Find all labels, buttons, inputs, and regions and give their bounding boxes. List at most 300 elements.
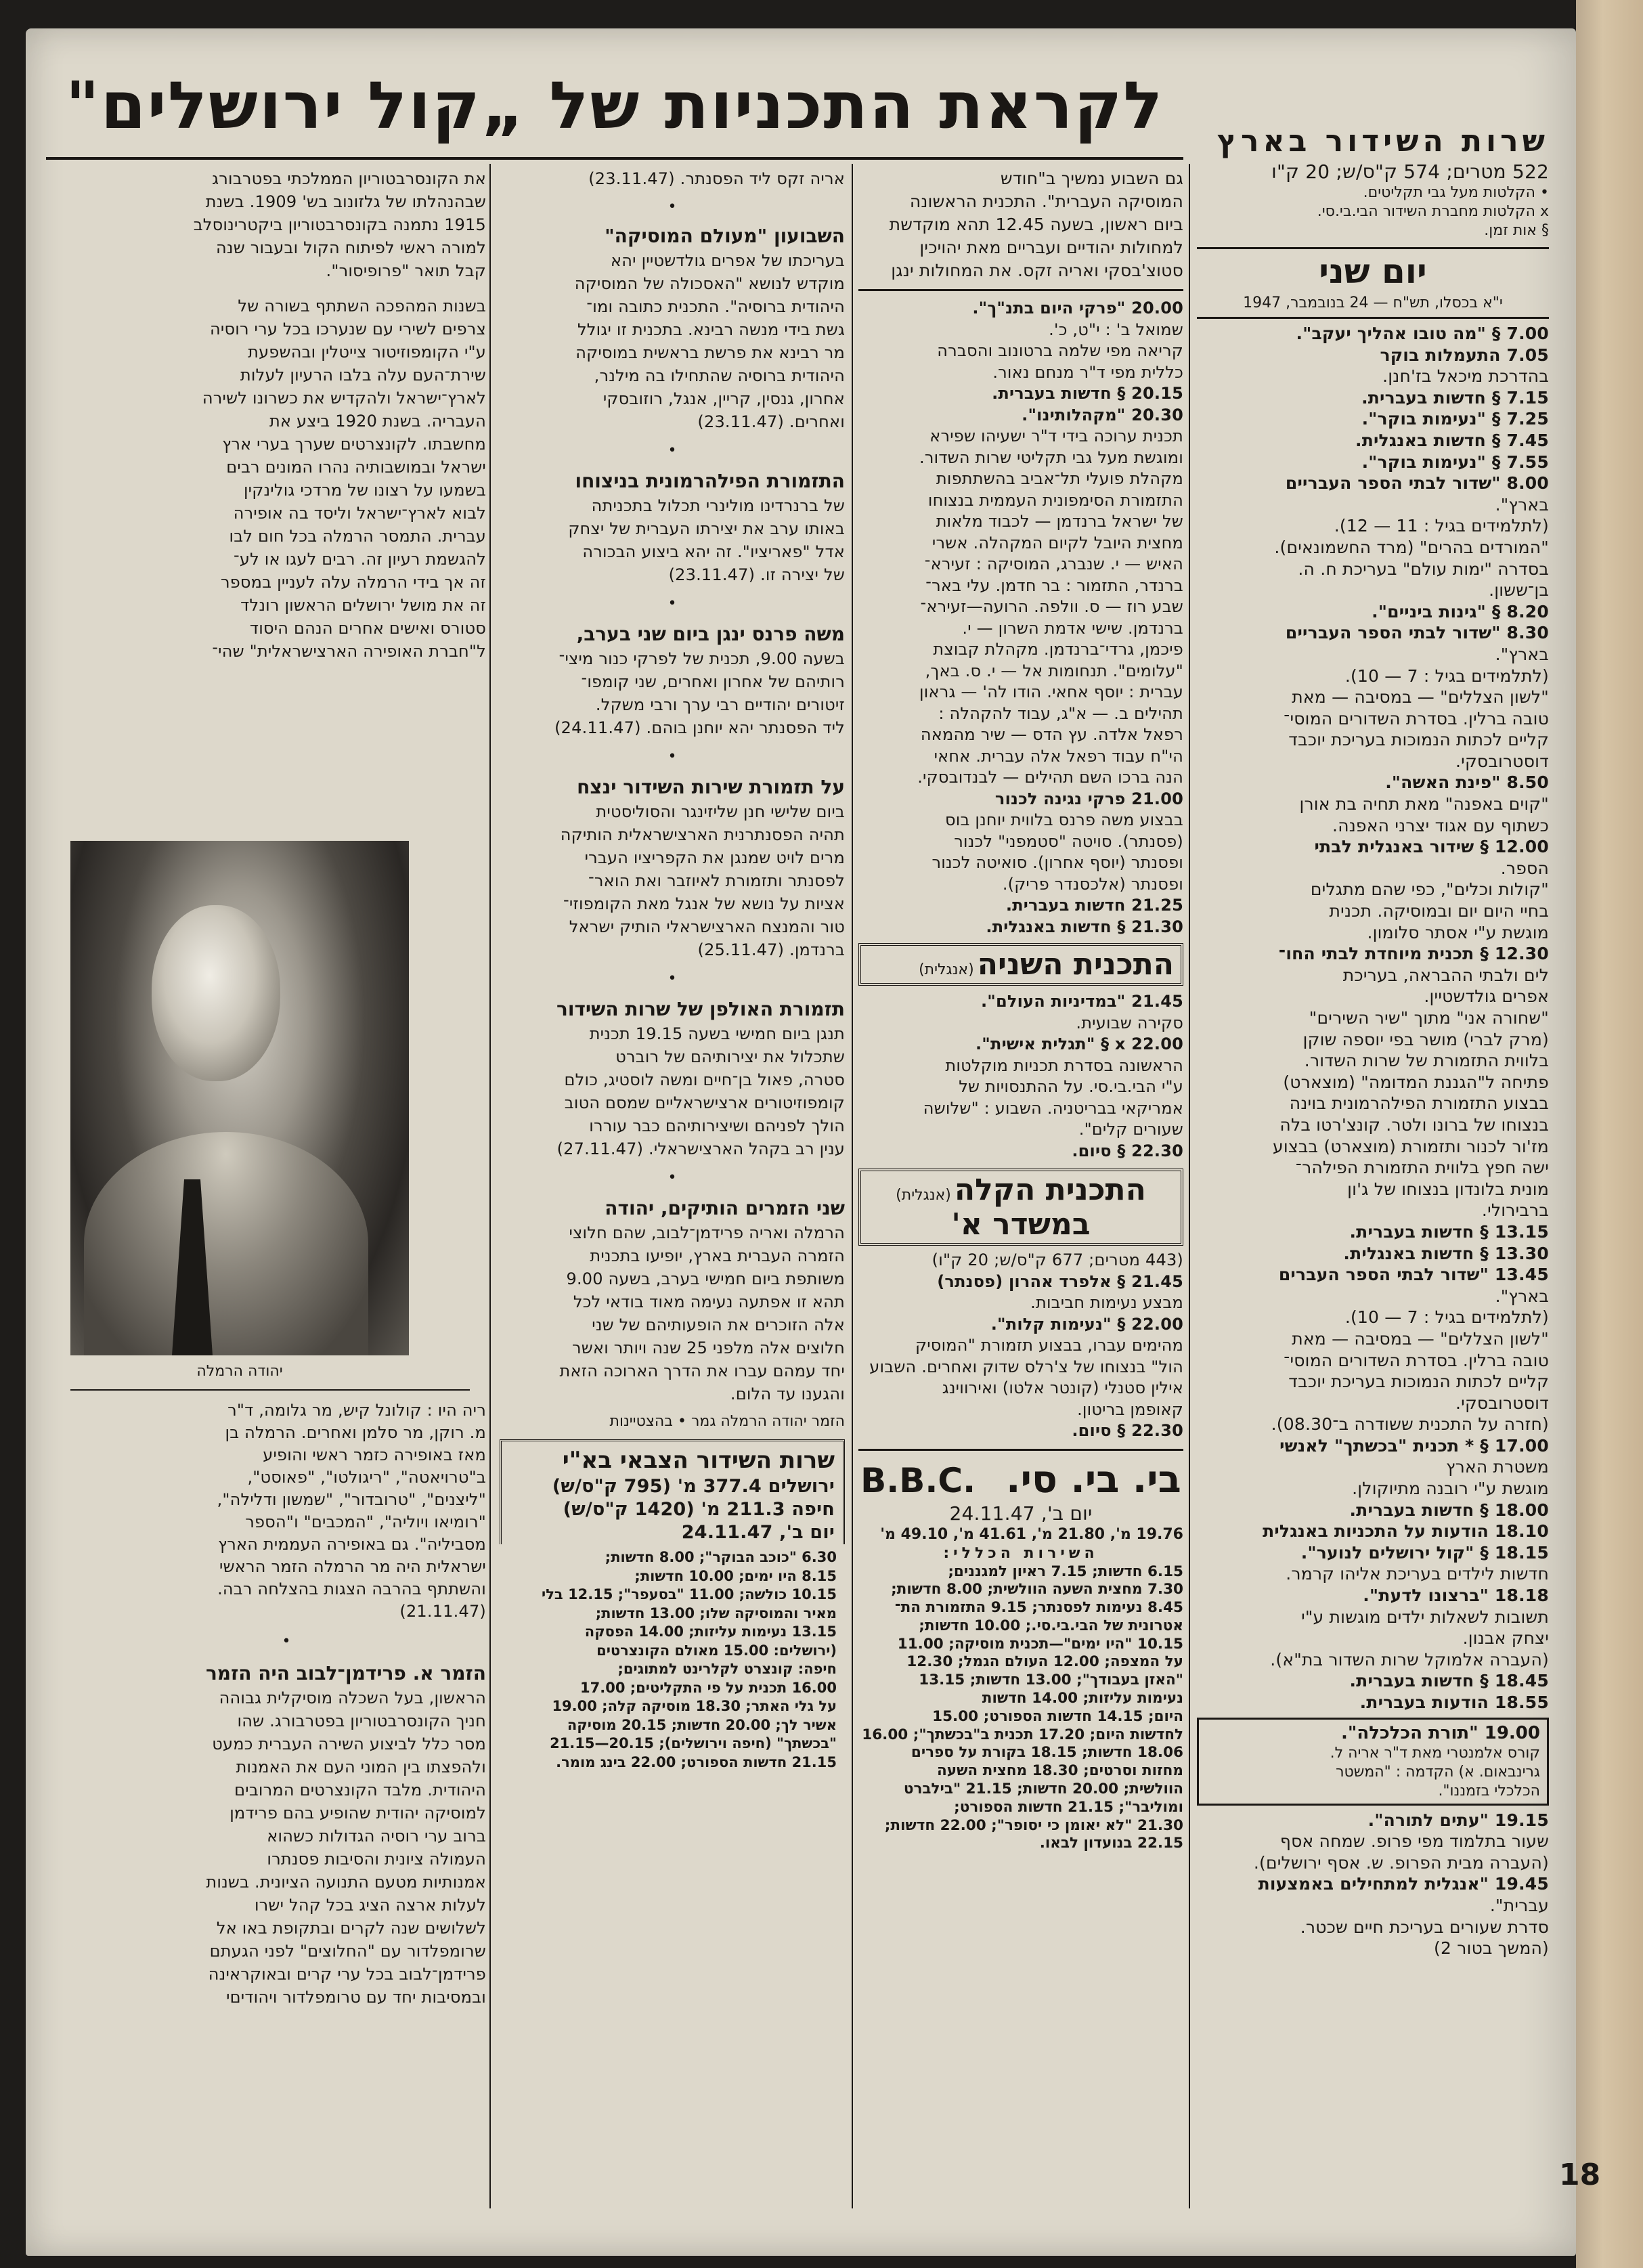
column-music-month <box>858 167 1183 1853</box>
schedule-line: (מרק לברי) מושר בפי יוספה שוקן <box>1302 1029 1549 1049</box>
text-line: לפסנתר ותזמורת לאיוזבר ואת הואר־ <box>588 871 845 890</box>
schedule-line: כשתוף עם אגוד יצרני האפנה. <box>1332 815 1549 835</box>
military-line: 21.15 חדשות הספורט; 22.00 בינג מומר. <box>556 1753 837 1770</box>
schedule-line: "שחורה אני" מתוך "שיר השירים" <box>1309 1008 1549 1028</box>
text-line: תנגן ביום חמישי בשעה 19.15 תכנית <box>589 1024 845 1043</box>
bbc-header <box>858 1458 1183 1502</box>
text-line: להגשמת רעיון זה. רבים לעגו או לע־ <box>233 550 486 569</box>
bbc-rule <box>858 1449 1183 1451</box>
schedule-line: בארץ". <box>1495 494 1549 515</box>
lecture-line: גרינבאום. א) הקדמה : "המשטר <box>1336 1763 1540 1781</box>
schedule-line: 20.15 § חדשות בעברית. <box>992 384 1183 403</box>
evening-schedule <box>858 298 1183 938</box>
text-line: "ליצנים", "טרובדור", "שמשון ודלילה", <box>217 1490 486 1509</box>
bbc-line: 22.15 בנועדון לבאו. <box>1039 1835 1183 1852</box>
legend-bbc: x הקלטות מחברת השידור הבי.בי.סי. <box>1317 203 1549 220</box>
separator-dot: • <box>667 595 677 612</box>
bbc-line: 7.30 מחצית השעה הוולשית; 8.00 חדשות; <box>891 1581 1183 1598</box>
bbc-line: נעימות עליזות; 14.00 חדשות <box>982 1690 1183 1707</box>
bbc-line: 21.30 "לא יאומן כי יסופר"; 22.00 חדשות; <box>884 1816 1183 1834</box>
schedule-line: 18.00 § חדשות בעברית. <box>1349 1500 1549 1520</box>
schedule-line: 18.10 הודעות על התכניות באנגלית <box>1263 1521 1549 1542</box>
schedule-line: מקהלת פועלי תל־אביב בהשתתפות <box>936 469 1183 488</box>
schedule-end-list <box>1197 1810 1549 1959</box>
day-date: י"א בכסלו, תש"ח — 24 בנובמבר, 1947 <box>1243 295 1503 311</box>
schedule-line: 20.30 "מקהלותינו". <box>1022 405 1183 424</box>
schedule-line: בנצוחו של ברונו ולטר. קונצ'רטו בלה <box>1279 1114 1549 1135</box>
schedule-line: 7.15 § חדשות בעברית. <box>1361 387 1549 408</box>
bbc-line: אטרונית של הבי.בי.סי.; 10.00 חדשות; <box>919 1617 1183 1634</box>
schedule-line: 18.15 § "קול ירושלים לנוער". <box>1300 1542 1549 1563</box>
bbc-schedule <box>858 1563 1183 1854</box>
text-line: היהודית ברוסיה". התכנית כתובה ומו־ <box>586 297 845 316</box>
text-line: אדל "פאריציו". זה יהא ביצוע הבכורה <box>582 542 845 561</box>
schedule-line: שעורים קלים". <box>1078 1120 1183 1139</box>
schedule-line: (לתלמידים בגיל : 7 — 10). <box>1344 1307 1549 1328</box>
schedule-line: "עלומים". תנחומות אל — י. ס. באך, <box>925 661 1183 680</box>
book-edge <box>1576 0 1643 2268</box>
separator-dot: • <box>667 748 677 765</box>
military-line: "בכשתך" (חיפה וירושלים); 20.15—21.15 <box>550 1735 837 1751</box>
schedule-line: בהדרכת מיכאל בז'חנן. <box>1382 366 1549 387</box>
text-line: אלה הזוכרים את הופעותיהם של שני <box>592 1315 845 1334</box>
text-line: העבריה. בשנת 1920 ביצע את <box>269 412 486 431</box>
military-line: אשיר לך; 20.00 חדשות; 20.15 מוסיקה <box>567 1716 837 1733</box>
schedule-line: מהימים עברו, בבצוע תזמורת "המוסיק <box>915 1336 1183 1355</box>
friedman-title: הזמר א. פרידמן־לבוב היה הזמר <box>205 1662 486 1684</box>
military-line: 8.15 היו ימים; 10.00 חדשות; <box>634 1567 837 1584</box>
schedule-line: האיש — י. שנברג, המוסיקה : זעירא־ <box>924 554 1183 573</box>
schedule-line: מז'ור לכנור ותזמורת (מוצארט) בבצוע <box>1273 1136 1549 1156</box>
schedule-line: עברית : יוסף אחאי. הודו לה' — גראון <box>919 682 1183 701</box>
bbc-line: על המצפה; 12.00 העולם הגמל; 12.30 <box>906 1653 1183 1671</box>
biography-revolution <box>87 295 486 663</box>
column-biography <box>87 167 486 663</box>
text-line: פרידמן־לבוב בכל ערי קרים ובאוקראינה <box>208 1965 486 1984</box>
text-line: גם השבוע נמשיך ב"חודש <box>1000 169 1183 188</box>
text-line: לעלות ארצה הציג בכל קהל ישרו <box>254 1896 486 1915</box>
schedule-list <box>1197 323 1549 1714</box>
text-line: הרמלה ואריה פרידמן־לבוב, שהם חלוצי <box>569 1223 845 1242</box>
military-title: שרות השידור הצבאי בא"י <box>562 1447 835 1474</box>
music-world-text <box>500 249 845 433</box>
text-line: שתכלול את יצירותיהם של רוברט <box>615 1047 845 1066</box>
newspaper-page <box>26 28 1601 2256</box>
text-line: (21.11.47) <box>399 1602 486 1621</box>
schedule-line: רפאל אלדה. עץ הדס — שיר מהמאה <box>920 725 1183 744</box>
bbc-line: ומוליבר"; 21.15 חדשות הספורט; <box>954 1798 1183 1816</box>
friedman-text <box>87 1686 486 2009</box>
col2-rule <box>858 289 1183 291</box>
text-line: סטוצ'בסקי ואריה זקס. את המחולות ינגן <box>891 261 1183 280</box>
text-line: ביום ראשון, בשעה 12.45 תהא מוקדשת <box>889 215 1183 234</box>
separator-dot: • <box>667 970 677 987</box>
bbc-line: 10.15 "היו ימים"—תכנית מוסיקה; 11.00 <box>897 1635 1183 1653</box>
philharmonic-text <box>500 494 845 586</box>
schedule-line: תהילים ב. — א"ג, עבוד להקהלה : <box>938 703 1183 723</box>
text-line: שבהנהלתו של גלזונוב בש' 1909. בשנת <box>205 192 486 211</box>
page-headline: לקראת התכניות של „קול ירושלים" <box>65 68 1164 144</box>
text-line: מחשבתו. לקונצרטים שערך בערי ארץ <box>222 435 486 454</box>
text-line: לשלושים שנה לקרים ובתקופת באו אל <box>216 1919 486 1938</box>
schedule-line: 8.50 "פינת האשה". <box>1385 772 1549 793</box>
military-line: ירושלים 377.4 מ' (795 ק"ס/ש) <box>552 1476 835 1497</box>
schedule-line: מוגשת ע"י אסתר סלומון. <box>1367 922 1549 942</box>
service-frequency: 522 מטרים; 574 ק"ס/ש; 20 ק"ו <box>1271 160 1549 183</box>
military-frequencies <box>510 1475 835 1544</box>
light-program-title: התכנית הקלה <box>954 1173 1146 1207</box>
schedule-line: בארץ". <box>1495 1286 1549 1306</box>
photo-credit: הזמר יהודה הרמלה גמר • בהצטיינות <box>609 1413 845 1430</box>
singers-text <box>500 1221 845 1405</box>
text-line: העמולה ציונית והסיבות פסנתרו <box>267 1850 486 1869</box>
text-line: באותו ערב את יצירתו העברית של יצחק <box>568 519 845 538</box>
bbc-day: יום ב', 24.11.47 <box>949 1502 1093 1525</box>
text-line: מוקדש לנושא "האסכולה של המוסיקה <box>574 274 845 293</box>
schedule-line: ע"י הבי.בי.סי. על ההתנסויות של <box>959 1077 1183 1096</box>
text-line: בשעה 9.00, תכנית של לפרקי כנור מיצי־ <box>558 649 845 668</box>
portrait-suit <box>84 1132 368 1355</box>
legend-records: • הקלטות מעל גבי תקליטים. <box>1363 184 1549 201</box>
schedule-line: ופסנתר (אלכסנדר פריק). <box>1002 874 1183 894</box>
bbc-service: השירות הכללי: <box>943 1544 1099 1562</box>
column-divider <box>852 164 853 2208</box>
schedule-line: מבצע נעימות חביבות. <box>1030 1293 1183 1312</box>
schedule-line: קאופמן בריטון. <box>1077 1399 1183 1419</box>
separator-dot: • <box>282 1633 291 1650</box>
text-line: ב"טרויאטה", "ריגולטו", "פאוסט", <box>247 1468 486 1487</box>
schedule-line: פיכמן, גרדי־ברנדמן. מקהלת קבוצת <box>933 640 1183 659</box>
schedule-line: 7.55 § "נעימות בוקר". <box>1361 452 1549 472</box>
schedule-line: טובה ברלין. בסדרת השדורים המוסי־ <box>1284 1350 1549 1370</box>
text-line: למחולות יהודיים ועבריים מאת יהויכין <box>919 238 1183 257</box>
schedule-line: הול" בנצוחו של צ'רלס שדוק ואחרים. השבוע <box>869 1357 1183 1376</box>
text-line: ברוב ערי רוסיה הגדולות כשהוא <box>267 1827 486 1846</box>
schedule-line: שמואל ב' : י"ט, כ'. <box>1049 320 1183 339</box>
schedule-line: ישה חפץ בלווית התזמורת הפילהר־ <box>1295 1158 1549 1178</box>
schedule-line: ומוגשת מעל גבי תקליטי שרות השדור. <box>919 448 1183 467</box>
schedule-line: 8.20 § "גינות ביניים". <box>1372 601 1549 621</box>
schedule-line: שבע רוז — ס. וולפה. הרועה—זעירא־ <box>920 597 1183 616</box>
text-line: טור והמנצח הארצישראלי הותיק ישראל <box>569 917 845 936</box>
text-line: ביום שלישי חנן שליזינגר והסוליסטית <box>596 802 845 821</box>
schedule-line: 7.45 § חדשות באנגלית. <box>1355 430 1549 450</box>
schedule-line: תכנית ערוכה בידי ד"ר ישעיהו שפירא <box>929 427 1183 445</box>
text-line: שירת־העם עלה בלבו הרעיון לעלות <box>240 366 486 385</box>
lecture-line: קורס אלמנטרי מאת ד"ר אריה ל. <box>1330 1744 1540 1762</box>
text-line: בעריכתו של אפרים גולדשטיין יהא <box>611 251 845 270</box>
schedule-line: 13.15 § חדשות בעברית. <box>1349 1221 1549 1242</box>
schedule-line: אילין סטנלי (קונטר אלטו) ואירווינג <box>942 1378 1183 1397</box>
light-program-language: (אנגלית) <box>896 1187 951 1204</box>
caption-rule <box>70 1389 470 1391</box>
light-program-subtitle: במשדר א' <box>951 1207 1091 1242</box>
schedule-line: 7.25 § "נעימות בוקר". <box>1361 409 1549 429</box>
text-line: ובמסיבות יחד עם טרומפלדור ויהודיםי <box>226 1988 486 2007</box>
text-line: המוסיקה העברית". התכנית הראשונה <box>909 192 1183 211</box>
schedule-line: "לשון הצללים" — במסיבה — מאת <box>1292 687 1549 707</box>
schedule-line: 18.55 הודעות בעברית. <box>1359 1693 1549 1712</box>
column-divider <box>489 164 491 2208</box>
text-line: מ. רוקן, מר סלמן ואחרים. הרמלה בן <box>225 1423 486 1442</box>
schedule-line: 8.30 "שדור לבתי הספר העבריים <box>1285 623 1549 643</box>
schedule-line: משטרת הארץ <box>1445 1457 1549 1477</box>
text-line: זה אך בידי הרמלה עלה לעניין במספר <box>220 573 486 592</box>
ulpan-title: תזמורת האולפן של שרות השידור <box>556 998 845 1020</box>
lecture-title: 19.00 "תורת הכלכלה". <box>1340 1722 1540 1743</box>
pernes-title: משה פרנס ינגן ביום שני בערב, <box>576 623 845 645</box>
schedule-line: ופסנתר (יוסף אחרון). סואיטה לכנור <box>932 853 1183 872</box>
day-title: יום שני <box>1319 252 1427 291</box>
text-line: ברנדמן. (25.11.47) <box>697 940 845 959</box>
separator-dot: • <box>667 198 677 215</box>
bbc-line: "האזן בעבודך"; 13.00 חדשות; 13.15 <box>919 1672 1183 1689</box>
schedule-line: "קולות וכלים", כפי שהם מתגלים <box>1310 879 1549 900</box>
photo-caption: יהודה הרמלה <box>196 1363 283 1380</box>
text-line: את הקונסרבטוריון הממלכתי בפטרבורג <box>212 169 486 188</box>
schedule-line: הראשונה בסדרת תכניות מוקלטות <box>945 1055 1183 1075</box>
military-line: יום ב', 24.11.47 <box>681 1522 835 1543</box>
biography-opera <box>87 1399 486 1623</box>
schedule-line: (443 מטרים; 677 ק"ס/ש; 20 ק"ו) <box>932 1250 1183 1269</box>
text-line: ישראל ובמושבותיה נהרו המונים רבים <box>226 458 486 477</box>
text-line: ל"חברת האופירה הארצישראלית" שהי־ <box>212 642 486 661</box>
schedule-line: מונית בלונדון בנצוחו של ג'ון <box>1347 1179 1549 1199</box>
schedule-line: ברנדר, התזמור : בר חדמן. עלי באר־ <box>925 575 1183 595</box>
schedule-line: שעור בתלמוד מפי פרופ. שמחה אסף <box>1279 1831 1549 1852</box>
schedule-line: 21.45 "במדיניות העולם". <box>980 992 1183 1011</box>
text-line: אציות על נושא של אנגל מאת הקומפוזי־ <box>563 894 845 913</box>
schedule-line: עברית". <box>1489 1895 1549 1915</box>
text-line: לארץ־ישראל ולהקדיש את כשרונו לשירה <box>202 389 486 408</box>
schedule-line: דוסטרובסקי. <box>1455 1393 1549 1413</box>
military-line: (ירושלים: 15.00 מאולם הקונצרטים <box>596 1642 837 1659</box>
column-biography-cont <box>87 1399 486 2009</box>
schedule-line: תשובות לשאלות ילדים מוגשות ע"י <box>1301 1607 1549 1627</box>
second-program-title: התכנית השניה <box>977 947 1174 982</box>
column-schedule <box>1197 123 1549 1959</box>
column-features <box>500 167 845 1772</box>
military-line: 10.15 כולשה; 11.00 "בסעפר"; 12.15 בלי <box>542 1586 837 1602</box>
schedule-line: של ישראל ברנדמן — לכבוד מלאות <box>936 512 1183 531</box>
schedule-line: חדשות לילדים בעריכת אליהו קרמר. <box>1286 1564 1549 1584</box>
text-line: חניך הקונסרבטוריון בפטרבורג. שהו <box>237 1711 486 1730</box>
separator-dot: • <box>667 442 677 459</box>
schedule-line: 7.05 התעמלות בוקר <box>1380 345 1549 365</box>
text-line: צרפים לשירי עם שנערכו בכל ערי רוסיה <box>210 320 486 339</box>
text-line: של ברנרדינו מולינרי תכלול בתכניתה <box>591 496 845 515</box>
schedule-line: סדרת שעורים בעריכת חיים שכטר. <box>1300 1917 1549 1937</box>
pernes-text <box>500 647 845 739</box>
text-line: זיטורים יהודיים רבי ערך ורבי משקל. <box>595 695 845 714</box>
text-line: עברית. התמסר הרמלה בכל חום לבו <box>229 527 486 546</box>
text-line: ולהפצתו בין המוני העם את האמנות <box>236 1758 486 1776</box>
schedule-line: ברבירולי. <box>1481 1200 1549 1221</box>
military-line: 13.15 נעימות עליזות; 14.00 הפסקה <box>584 1623 837 1640</box>
biography-intro <box>87 167 486 282</box>
schedule-line: קריאה מפי שלמה ברטונוב והסברה <box>937 341 1183 360</box>
text-line: והגענו עד הלום. <box>730 1384 845 1403</box>
schedule-line: מחצית היובל לקיום המקהלה. אשרי <box>932 533 1183 552</box>
lecture-line: הכלכלי בזמננו". <box>1438 1782 1540 1800</box>
bbc-line: הוולשית; 20.00 חדשות; 21.15 "בילברט <box>903 1781 1183 1798</box>
light-program-box <box>858 1169 1183 1246</box>
schedule-line: סקירה שבועית. <box>1076 1013 1183 1032</box>
text-line: 1915 נתמנה בקונסרבטוריון ביקטרינוסלב <box>193 215 486 234</box>
text-line: למוסיקה יהודית שהופיע בהם פרידמן <box>229 1804 486 1823</box>
text-line: מר רבינא את פרשת בראשית במוסיקה <box>575 343 845 362</box>
text-line: ואחרים. (23.11.47) <box>697 412 845 431</box>
orchestra-title: על תזמורת שירות השידור ינצח <box>577 776 845 798</box>
schedule-line: "קוים באפנה" מאת תחיה בת אורן <box>1299 794 1549 814</box>
schedule-line: קליים לכתות הנמוכות בעריכת יוכבד <box>1288 1372 1549 1392</box>
lecture-box <box>1197 1718 1549 1806</box>
schedule-line: 22.30 § סיום. <box>1072 1421 1183 1440</box>
page-number: 18 <box>1559 2158 1601 2192</box>
day-rule-bottom <box>1197 317 1549 319</box>
schedule-line: 22.00 § "נעימות קלות". <box>990 1314 1183 1334</box>
schedule-line: 17.00 § * תכנית "בכשתך" לאנשי <box>1279 1435 1549 1456</box>
text-line: קבל תואר "פרופיסור". <box>326 261 486 280</box>
bbc-title: בי. בי. סי. <box>1006 1457 1181 1502</box>
text-line: ריה היו : קולונל קיש, מר גלומה, ד"ר <box>227 1401 486 1420</box>
schedule-line: (פסנתר). סויטה "סטמפני" לכנור <box>954 831 1183 851</box>
schedule-line: בן־ששון. <box>1489 580 1549 601</box>
schedule-line: התזמורת הסימפונית העממית בנצוחו <box>927 490 1183 510</box>
text-line: חלוצים אלה מלפני 25 שנה ויותר ואשר <box>572 1338 845 1357</box>
schedule-line: הספר. <box>1500 858 1549 878</box>
schedule-line: 18.45 § חדשות בעברית. <box>1349 1671 1549 1691</box>
second-program-schedule <box>858 991 1183 1162</box>
schedule-line: (העברה אלמוקל שרות השדור בת"א). <box>1270 1649 1549 1670</box>
text-line: תהיה הפסנתרנית הארצישראלית הותיקה <box>560 825 845 844</box>
text-line: של יצירה זו. (23.11.47) <box>668 565 845 584</box>
schedule-line: 20.00 "פרקי היום בתנ"ך". <box>972 299 1183 318</box>
schedule-line: 12.00 § שידור באנגלית לבתי <box>1314 837 1549 857</box>
legend-time-signal: § אות זמן. <box>1484 222 1549 239</box>
text-line: "רומיאו ויוליה", "המכבים" ו"הספר <box>245 1512 486 1531</box>
military-line: חיפה: קונצרט לקלרינט למתוגים; <box>617 1661 837 1677</box>
schedule-line: בסדרה "ימות עולם" בעריכת ח. ה. <box>1298 559 1549 579</box>
text-line: היהודית. מלבד הקונצרטים המרובים <box>234 1781 486 1800</box>
text-line: גשת בידי מנשה רבינא. בתכנית זו יגולל <box>577 320 845 339</box>
military-line: מאיר והמוסיקה שלו; 13.00 חדשות; <box>595 1605 837 1621</box>
text-line: למורה ראשי לפיתוח הקול ובעבור שנה <box>216 238 486 257</box>
bbc-line: מחזות וסרטים; 18.30 מחצית השעה <box>937 1762 1183 1780</box>
schedule-line: "לשון הצללים" — במסיבה — מאת <box>1292 1328 1549 1349</box>
schedule-line: יצחק אבנון. <box>1462 1628 1549 1649</box>
schedule-line: 12.30 § תכנית מיוחדת לבתי החו־ <box>1278 944 1549 964</box>
schedule-line: הנה ברכו השם תהילים — לבנדובסקי. <box>917 768 1183 787</box>
bbc-line: 18.06 חדשות; 18.15 בקורת על ספרים <box>911 1744 1183 1762</box>
text-line: קומפוזיטורים ארצישראליים שמסם הטוב <box>564 1093 845 1112</box>
text-line: הראשון, בעל השכלה מוסיקלית גבוהה <box>219 1688 486 1707</box>
text-line: תהא זו אפתעה נעימה מאוד בודאי לכל <box>573 1292 845 1311</box>
ulpan-text <box>500 1022 845 1160</box>
schedule-line: (לתלמידים בגיל : 7 — 10). <box>1344 666 1549 686</box>
bbc-line: 6.15 חדשות; 7.15 ראיון למגננים; <box>948 1563 1183 1580</box>
schedule-line: בחיי היום יום ובמוסיקה. תכנית <box>1329 901 1549 921</box>
schedule-line: 13.30 § חדשות באנגלית. <box>1343 1243 1549 1263</box>
philharmonic-title: התזמורת הפילהרמונית בניצוחו <box>575 470 845 492</box>
schedule-line: בבצוע התזמורת הפילהרמונית בוינה <box>1289 1093 1549 1114</box>
schedule-line: אמריקאי בבריטניה. השבוע : "שלושה <box>923 1098 1183 1118</box>
schedule-line: "המורדים בהרים" (מרד החשמונאים). <box>1274 537 1549 557</box>
military-line: 16.00 תכנית על פי התקליטים; 17.00 <box>580 1679 837 1696</box>
schedule-line: פתיחה ל"הגננת המדומה" (מוצארט) <box>1283 1072 1549 1092</box>
portrait-head <box>152 905 280 1081</box>
text-line: זה את מושל ירושלים הראשון רונלד <box>240 596 486 615</box>
column-divider <box>1189 164 1190 2208</box>
military-line: 6.30 "כוכב הבוקר"; 8.00 חדשות; <box>605 1549 837 1565</box>
text-line: רותיהם של אחרון ואחרים, שני קומפו־ <box>581 672 845 691</box>
schedule-line: 19.15 "עתים לתורה". <box>1367 1810 1549 1830</box>
text-line: היהודית ברוסיה שהתחילו בה מילנר, <box>594 366 845 385</box>
portrait-photo <box>70 841 409 1355</box>
schedule-line: לים ולבתי ההבראה, בעריכת <box>1342 965 1549 985</box>
text-line: מאז באופירה כזמר ראשי והופיע <box>263 1445 486 1464</box>
schedule-line: (העברה מבית הפרופ. ש. אסף ירושלים). <box>1253 1852 1549 1873</box>
music-month-intro <box>858 167 1183 282</box>
second-program-language: (אנגלית) <box>919 961 974 978</box>
schedule-line: 8.00 "שדור לבתי הספר העבריים <box>1285 473 1549 494</box>
schedule-line: 21.25 חדשות בעברית. <box>1005 896 1183 915</box>
second-program-box <box>858 943 1183 986</box>
bbc-line: היום; 14.15 חדשות הספורט; 15.00 <box>932 1707 1183 1725</box>
text-line: ישראלית היה מר הרמלה הזמר הראשי <box>219 1557 486 1576</box>
schedule-line: בבצוע משה פרנס בלווית יוחנן בוס <box>944 810 1183 829</box>
schedule-line: (חזרה על התכנית ששודרה ב־08.30). <box>1271 1414 1549 1435</box>
bbc-line: 8.45 נעימות לפסנתר; 9.15 התזמורת הת־ <box>894 1599 1183 1617</box>
schedule-line: טובה ברלין. בסדרת השדורים המוסי־ <box>1284 708 1549 728</box>
schedule-line: (המשך בטור 2) <box>1434 1938 1549 1959</box>
orchestra-text <box>500 800 845 961</box>
music-world-title: השבועון "מעולם המוסיקה" <box>605 225 845 247</box>
feature-sig: אריה זקס ליד הפסנתר. (23.11.47) <box>588 169 845 188</box>
bbc-frequencies: 19.76 מ', 21.80 מ', 41.61 מ', 49.10 מ' <box>880 1525 1183 1543</box>
schedule-line: 21.00 פרקי נגינה לכנור <box>994 789 1183 808</box>
bbc-title-latin: B.B.C. <box>860 1460 976 1500</box>
text-line: משותפת ביום חמישי בערב, בשעה 9.00 <box>566 1269 845 1288</box>
separator-dot: • <box>667 1169 677 1186</box>
service-title: שרות השידור בארץ <box>1217 124 1549 158</box>
text-line: מסר כלל לביצוע השירה העברית כמעט <box>212 1735 486 1753</box>
text-line: ענין רב בקהל הארצישראלי. (27.11.47) <box>556 1139 845 1158</box>
schedule-line: מוגשת ע"י רובנה מתיוקולן. <box>1352 1479 1549 1499</box>
light-program-schedule <box>858 1250 1183 1442</box>
text-line: אמנותיות מטעם התנועה הציונית. בשנות <box>206 1873 486 1892</box>
schedule-line: 13.45 "שדור לבתי הספר העברים <box>1278 1265 1549 1285</box>
schedule-line: בלווית התזמורת של שרות השדור. <box>1304 1051 1549 1071</box>
schedule-line: (לתלמידים בגיל : 11 — 12). <box>1334 516 1549 536</box>
schedule-line: 19.45 "אנגלית למתחילים באמצעות <box>1258 1874 1549 1894</box>
text-line: בשמעו על רצונו של מרדכי גולינקין <box>243 481 486 500</box>
text-line: שרומפלדור עם "החלוצים" לפני הגעתם <box>209 1942 486 1961</box>
schedule-line: 18.18 "ברצונו לדעת". <box>1363 1586 1549 1606</box>
schedule-line: הי"ח עבוד רפאל אלה עברית. אחאי <box>934 746 1183 766</box>
text-line: מרים לויט שמנגן את הקפריציו העברי <box>584 848 845 867</box>
text-line: אחרון, גנסין, קריין, אנגל, רוזובסקי <box>603 389 845 408</box>
singers-title: שני הזמרים הותיקים, יהודה <box>605 1197 845 1219</box>
bbc-line: לחדשות היום; 17.20 תכנית ב"בכשתך"; 16.00 <box>862 1726 1183 1743</box>
text-line: הזמרה העברית בארץ, יופיעו בתכנית <box>590 1246 845 1265</box>
schedule-line: ברנדמן. שישי אדמת השרון — י. <box>962 618 1183 638</box>
schedule-line: כללית מפי ד"ר מנחם נאור. <box>992 362 1183 382</box>
text-line: מסביליה". גם באופירה העממית הארץ <box>218 1535 486 1554</box>
schedule-line: 21.45 § אלפרד אהרון (פסנתר) <box>937 1271 1183 1291</box>
schedule-line: 7.00 § "מה טובו אהליך יעקב". <box>1296 324 1549 343</box>
text-line: הולך לפניהם ושיצירותיהם כבר עוררו <box>589 1116 845 1135</box>
